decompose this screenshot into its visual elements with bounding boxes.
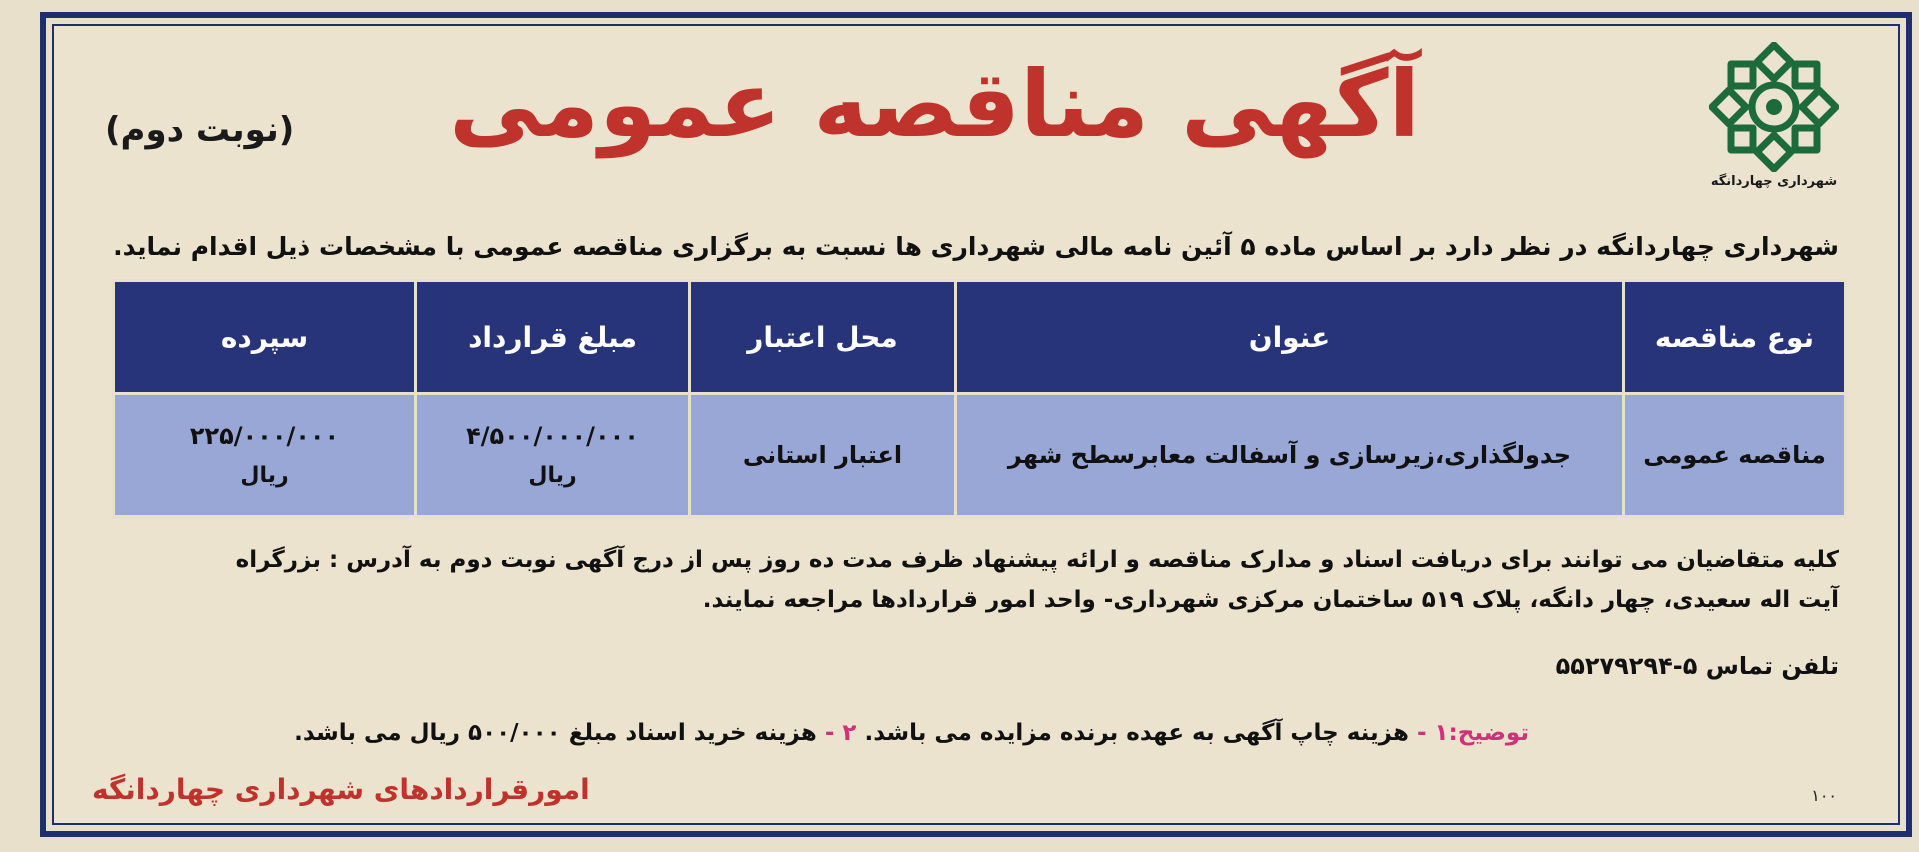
note-label: توضیح:۱ - — [1416, 720, 1529, 746]
footer-organization: امورقراردادهای شهرداری چهاردانگه — [92, 773, 590, 806]
municipality-logo — [1699, 42, 1849, 207]
note-item-1: هزینه چاپ آگهی به عهده برنده مزایده می باشد. — [864, 720, 1409, 746]
instructions-line-1: کلیه متقاضیان می توانند برای دریافت اسناد و مدارک مناقصه و ارائه پیشنهاد ظرف مدت ده روز پس از درج آگهی نوبت دوم به آدرس : بزرگراه — [235, 547, 1839, 573]
deposit-unit: ریال — [240, 462, 289, 488]
note-text — [294, 720, 1529, 746]
page-title: آگهی مناقصه عمومی — [449, 51, 1420, 158]
cell-type: مناقصه عمومی — [1624, 394, 1846, 517]
footer-code: ۱۰۰ — [1811, 786, 1837, 805]
intro-text: شهرداری چهاردانگه در نظر دارد بر اساس ماده ۵ آئین نامه مالی شهرداری ها نسبت به برگزاری مناقصه عمومی با مشخصات ذیل اقدام نماید. — [113, 232, 1839, 261]
logo-emblem-icon — [1709, 42, 1839, 172]
note-separator: ۲ - — [824, 720, 857, 746]
instructions-line-2: آیت اله سعیدی، چهار دانگه، پلاک ۵۱۹ ساختمان مرکزی شهرداری- واحد امور قراردادها مراجعه نمایند. — [702, 587, 1839, 613]
round-label: (نوبت دوم) — [105, 110, 295, 150]
header-title: عنوان — [956, 281, 1624, 394]
table-row — [114, 394, 1846, 517]
header-type: نوع مناقصه — [1624, 281, 1846, 394]
contract-value: ۴/۵۰۰/۰۰۰/۰۰۰ — [466, 421, 639, 450]
contract-unit: ریال — [528, 462, 577, 488]
logo-caption: شهرداری چهاردانگه — [1710, 174, 1838, 189]
cell-deposit — [114, 394, 416, 517]
header-deposit: سپرده — [114, 281, 416, 394]
cell-source: اعتبار استانی — [690, 394, 956, 517]
deposit-value: ۲۲۵/۰۰۰/۰۰۰ — [189, 421, 340, 450]
cell-title: جدولگذاری،زیرسازی و آسفالت معابرسطح شهر — [956, 394, 1624, 517]
contact-phone: تلفن تماس ۵-۵۵۲۷۹۲۹۴ — [1555, 652, 1839, 680]
instructions-text — [109, 540, 1839, 620]
tender-table — [112, 279, 1847, 518]
note-item-2: هزینه خرید اسناد مبلغ ۵۰۰/۰۰۰ ریال می باشد. — [294, 720, 817, 746]
header-contract: مبلغ قرارداد — [416, 281, 690, 394]
header-source: محل اعتبار — [690, 281, 956, 394]
table-header-row — [114, 281, 1846, 394]
cell-contract — [416, 394, 690, 517]
